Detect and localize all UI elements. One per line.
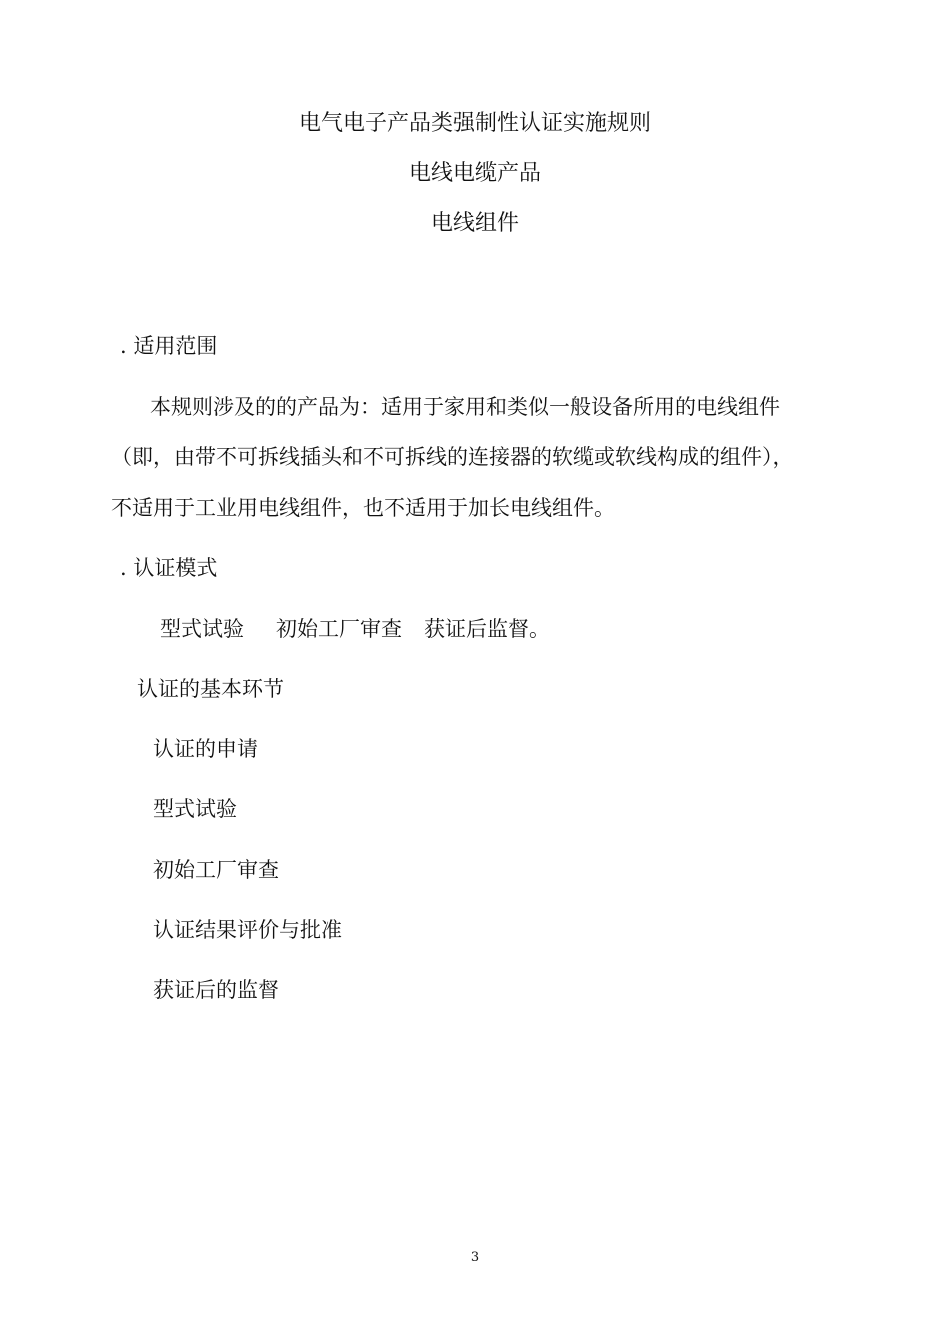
step-item-type-test: 型式试验: [153, 797, 237, 821]
scope-paragraph-line-1: 本规则涉及的的产品为：适用于家用和类似一般设备所用的电线组件: [150, 395, 780, 419]
certification-mode-list: [160, 614, 550, 644]
document-subtitle-product: 电线组件: [430, 211, 519, 236]
step-item-evaluation-approval: 认证结果评价与批准: [153, 918, 342, 942]
document-title: 电气电子产品类强制性认证实施规则: [298, 111, 651, 136]
mode-item-surveillance: 获证后监督。: [424, 617, 550, 641]
step-item-factory-inspection: 初始工厂审查: [153, 858, 279, 882]
scope-paragraph-line-3: 不适用于工业用电线组件，也不适用于加长电线组件。: [111, 496, 615, 520]
mode-item-factory-inspection: 初始工厂审查: [276, 617, 402, 641]
section-heading-scope: . 适用范围: [120, 334, 218, 358]
document-subtitle-category: 电线电缆产品: [408, 161, 541, 186]
scope-paragraph-line-2: （即，由带不可拆线插头和不可拆线的连接器的软缆或软线构成的组件），: [111, 445, 794, 469]
step-item-application: 认证的申请: [153, 737, 258, 761]
mode-item-type-test: 型式试验: [160, 617, 244, 641]
section-heading-certification-mode: . 认证模式: [120, 556, 218, 580]
page-number: 3: [470, 1250, 480, 1265]
section-heading-basic-steps: 认证的基本环节: [137, 677, 284, 701]
step-item-surveillance: 获证后的监督: [153, 978, 279, 1002]
